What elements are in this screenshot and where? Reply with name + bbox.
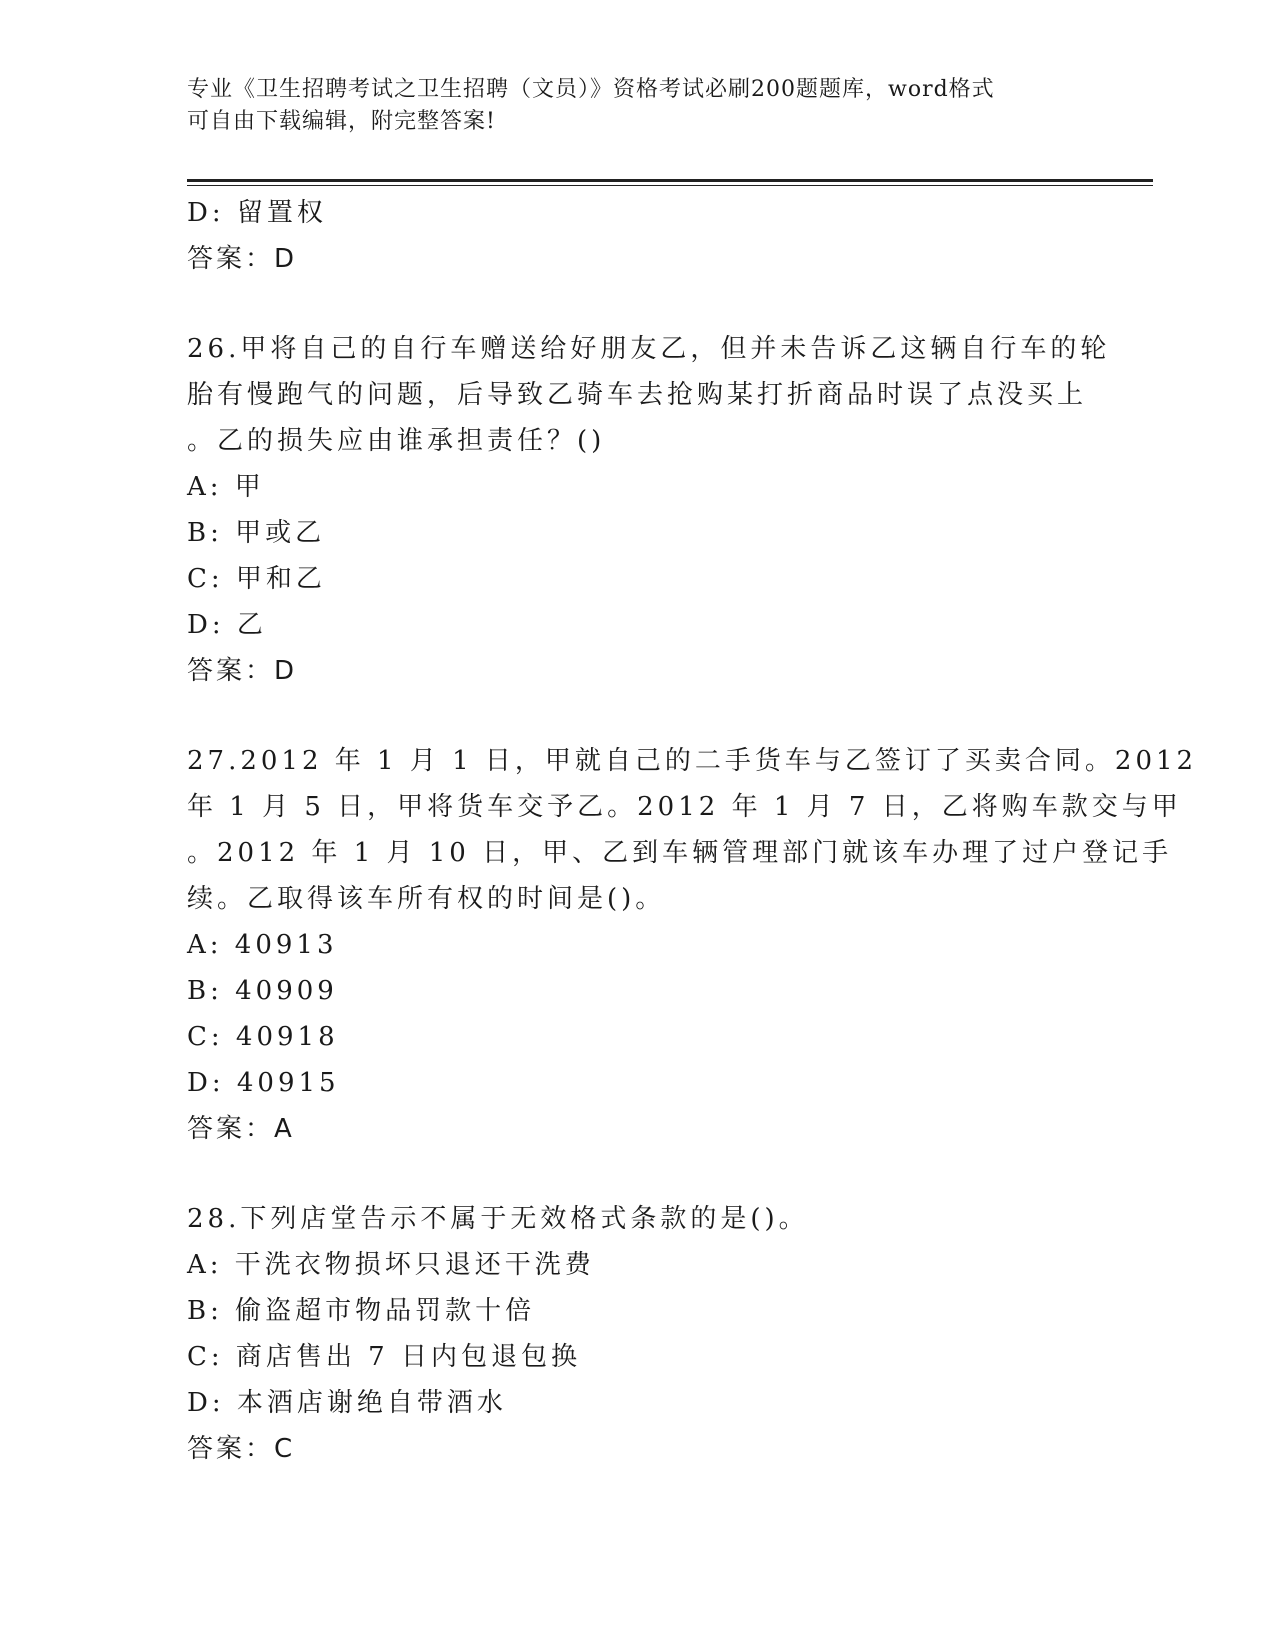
- option-b: B: 甲或乙: [187, 518, 326, 548]
- option-d: D: 留置权: [187, 198, 327, 228]
- question-27: [187, 738, 1198, 1152]
- question-text: 27.2012 年 1 月 1 日，甲就自己的二手货车与乙签订了买卖合同。2012: [187, 746, 1198, 776]
- header-divider-thin: [187, 185, 1153, 186]
- question-list: [187, 190, 1198, 1472]
- answer: 答案：A: [187, 1114, 295, 1144]
- option-d: D: 乙: [187, 610, 267, 640]
- option-b: B: 40909: [187, 976, 338, 1006]
- question-text: 年 1 月 5 日，甲将货车交予乙。2012 年 1 月 7 日，乙将购车款交与甲: [187, 792, 1182, 822]
- option-d: D: 本酒店谢绝自带酒水: [187, 1388, 507, 1418]
- answer: 答案：D: [187, 244, 298, 274]
- question-28: [187, 1196, 1087, 1472]
- previous-question-tail: [187, 190, 1087, 282]
- option-a: A: 40913: [187, 930, 338, 960]
- header-line-2: 可自由下载编辑，附完整答案!: [187, 109, 496, 134]
- option-c: C: 甲和乙: [187, 564, 326, 594]
- document-header: [187, 74, 1087, 138]
- option-d: D: 40915: [187, 1068, 340, 1098]
- question-text: 。乙的损失应由谁承担责任？(): [187, 426, 606, 456]
- option-b: B: 偷盗超市物品罚款十倍: [187, 1296, 536, 1326]
- answer: 答案：C: [187, 1434, 296, 1464]
- option-c: C: 40918: [187, 1022, 339, 1052]
- option-c: C: 商店售出 7 日内包退包换: [187, 1342, 581, 1372]
- question-text: 。2012 年 1 月 10 日，甲、乙到车辆管理部门就该车办理了过户登记手: [187, 838, 1173, 868]
- header-divider-thick: [187, 179, 1153, 182]
- question-26: [187, 326, 1111, 694]
- header-line-1: 专业《卫生招聘考试之卫生招聘（文员）》资格考试必刷200题题库，word格式: [187, 77, 995, 102]
- question-text: 续。乙取得该车所有权的时间是()。: [187, 884, 666, 914]
- option-a: A: 干洗衣物损坏只退还干洗费: [187, 1250, 595, 1280]
- question-text: 26.甲将自己的自行车赠送给好朋友乙，但并未告诉乙这辆自行车的轮: [187, 334, 1111, 364]
- answer: 答案：D: [187, 656, 298, 686]
- question-text: 胎有慢跑气的问题，后导致乙骑车去抢购某打折商品时误了点没买上: [187, 380, 1088, 410]
- option-a: A: 甲: [187, 472, 265, 502]
- question-text: 28.下列店堂告示不属于无效格式条款的是()。: [187, 1204, 809, 1234]
